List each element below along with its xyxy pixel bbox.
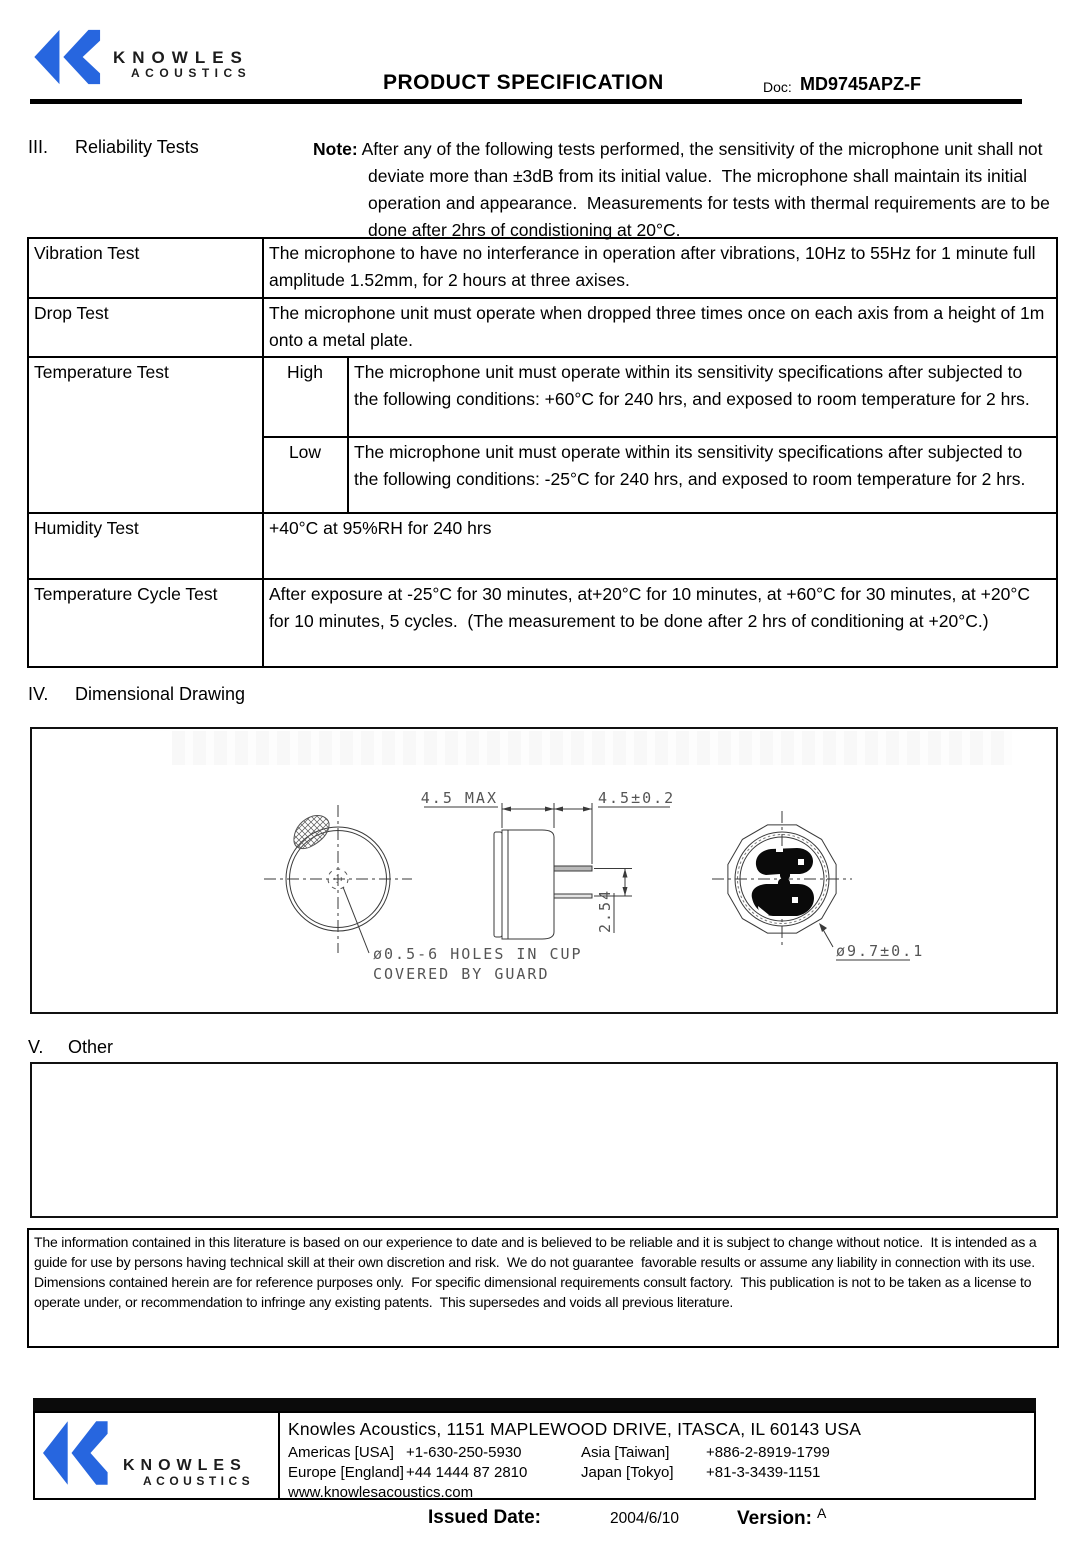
table-cell-sub-label: Low bbox=[262, 436, 347, 512]
disclaimer-text: The information contained in this literature is based on our experience to date and is believed to be reliable and it is subject to change without notice. It is intended as a guide for use by persons having technical skill at their own discretion and risk. We do not guarantee favorable results or assume any liability in connection with its use. Dimensions contained herein are for reference purposes only. For specific dimensional requirements consult factory. This publication is not to be taken as a license to operate under, or recommendation to infringe any existing patents. This supersedes and voids all previous literature. bbox=[27, 1228, 1059, 1348]
footer-logo-cell bbox=[35, 1413, 280, 1498]
contact-phone: +1-630-250-5930 bbox=[406, 1444, 522, 1461]
other-box bbox=[30, 1062, 1058, 1218]
header-logo-text-1: KNOWLES bbox=[113, 48, 249, 67]
scan-artifact bbox=[172, 731, 1012, 765]
note-label: Note: bbox=[313, 139, 358, 159]
header-logo bbox=[33, 28, 113, 86]
table-cell-description: After exposure at -25°C for 30 minutes, at+20°C for 10 minutes, at +60°C for 30 minutes, at +20°C for 10 minutes, 5 cycles. (The measurement to be done after 2 hrs of conditioning at +20°C.) bbox=[262, 578, 1056, 666]
reliability-note bbox=[313, 136, 1080, 244]
leader-arrowhead bbox=[819, 923, 827, 932]
dim-label-pitch: 2.54 bbox=[596, 888, 614, 933]
reliability-table bbox=[27, 237, 1058, 668]
logo-chevron-solid bbox=[43, 1421, 68, 1484]
table-cell-description: The microphone unit must operate within its sensitivity specifications after subjected to the following conditions: +60°C for 240 hrs, and exposed to room temperature for 2 hrs. bbox=[347, 356, 1056, 436]
contact-region: Asia [Taiwan] bbox=[581, 1444, 670, 1461]
pad-hole bbox=[798, 859, 804, 865]
footer-address: Knowles Acoustics, 1151 MAPLEWOOD DRIVE, ITASCA, IL 60143 USA bbox=[288, 1419, 862, 1439]
dimensional-drawing-box bbox=[30, 727, 1058, 1014]
knowles-logo-icon bbox=[43, 1419, 119, 1487]
logo-chevron-solid bbox=[34, 30, 59, 84]
footer-website: www.knowlesacoustics.com bbox=[288, 1484, 474, 1501]
logo-chevron-outline bbox=[72, 1421, 108, 1484]
contact-phone: +81-3-3439-1151 bbox=[706, 1464, 821, 1481]
dim-label-diameter: ø9.7±0.1 bbox=[836, 942, 925, 960]
table-cell-description: The microphone to have no interferance in operation after vibrations, 10Hz to 55Hz for 1 minute full amplitude 1.52mm, for 2 hours at three axises. bbox=[262, 239, 1056, 297]
contact-phone: +44 1444 87 2810 bbox=[406, 1464, 528, 1481]
section-4-numeral: IV. bbox=[28, 684, 49, 704]
side-view-pin-bottom bbox=[554, 894, 592, 898]
doc-label: Doc: bbox=[763, 79, 792, 95]
section-4-title: Dimensional Drawing bbox=[75, 684, 246, 704]
contact-region: Japan [Tokyo] bbox=[581, 1464, 674, 1481]
version-value: A bbox=[817, 1505, 827, 1521]
footer-logo-text-1: KNOWLES bbox=[123, 1457, 247, 1474]
footer-top-bar bbox=[33, 1398, 1036, 1411]
contact-region: Americas [USA] bbox=[288, 1444, 394, 1461]
back-solder-pad-top bbox=[756, 848, 813, 880]
side-view-body bbox=[502, 830, 554, 939]
table-cell-description: The microphone unit must operate within its sensitivity specifications after subjected to the following conditions: -25°C for 240 hrs, and exposed to room temperature for 2 hrs. bbox=[347, 436, 1056, 512]
footer-contacts bbox=[288, 1443, 1034, 1483]
contact-region: Europe [England] bbox=[288, 1464, 404, 1481]
footer-box bbox=[33, 1411, 1036, 1500]
front-hatched-region bbox=[294, 816, 329, 849]
header-logo-text-2: ACOUSTICS bbox=[131, 66, 252, 80]
holes-note-line-2: COVERED BY GUARD bbox=[373, 965, 550, 983]
dim-label-pins: 4.5±0.2 bbox=[598, 789, 676, 807]
table-cell-test-name: Drop Test bbox=[29, 297, 262, 356]
table-cell-test-name: Vibration Test bbox=[34, 243, 140, 263]
dim-label-pitch-group bbox=[596, 889, 614, 933]
table-cell-description: +40°C at 95%RH for 240 hrs bbox=[262, 512, 1056, 578]
section-5-heading bbox=[28, 1037, 228, 1058]
issued-date-value: 2004/6/10 bbox=[610, 1510, 679, 1527]
page-title: PRODUCT SPECIFICATION bbox=[383, 71, 664, 94]
contact-phone: +886-2-8919-1799 bbox=[706, 1444, 830, 1461]
dimensional-drawing bbox=[32, 729, 1055, 1011]
section-3-numeral: III. bbox=[28, 137, 49, 157]
version-label: Version: bbox=[737, 1508, 812, 1529]
logo-chevron-outline bbox=[63, 30, 100, 84]
table-cell-test-name: Temperature Test bbox=[29, 356, 262, 512]
pad-notch bbox=[776, 847, 783, 852]
knowles-logo-icon bbox=[33, 28, 113, 86]
table-cell-description: The microphone unit must operate when dropped three times once on each axis from a height of 1m onto a metal plate. bbox=[262, 297, 1056, 356]
pad-hole bbox=[792, 897, 798, 903]
dim-label-body: 4.5 MAX bbox=[420, 789, 498, 807]
section-5-numeral: V. bbox=[28, 1037, 44, 1057]
table-cell-sub-label: High bbox=[262, 356, 347, 436]
table-cell-test-name: Humidity Test bbox=[29, 512, 262, 578]
section-5-title: Other bbox=[68, 1037, 114, 1057]
doc-number: MD9745APZ-F bbox=[800, 74, 922, 94]
section-3-heading bbox=[28, 137, 308, 158]
header-rule bbox=[30, 99, 1022, 104]
holes-leader-line bbox=[343, 887, 369, 953]
side-view-pin-top bbox=[554, 866, 592, 871]
holes-note-line-1: ø0.5-6 HOLES IN CUP bbox=[373, 945, 583, 963]
section-3-title: Reliability Tests bbox=[75, 137, 199, 157]
side-view-faceplate bbox=[494, 832, 502, 937]
note-text: After any of the following tests performed, the sensitivity of the microphone unit shall not deviate more than ±3dB from its initial value. The microphone shall maintain its initial operation and appearance. Measurements for tests with thermal requirements are to be done after 2hrs of condistioning at 20°C. bbox=[357, 139, 1055, 240]
issued-date-label: Issued Date: bbox=[428, 1507, 541, 1528]
section-4-heading bbox=[28, 684, 348, 705]
footer-logo-text-2: ACOUSTICS bbox=[143, 1474, 255, 1488]
footer-info-cell bbox=[280, 1413, 1034, 1501]
table-cell-test-name: Temperature Cycle Test bbox=[29, 578, 262, 666]
